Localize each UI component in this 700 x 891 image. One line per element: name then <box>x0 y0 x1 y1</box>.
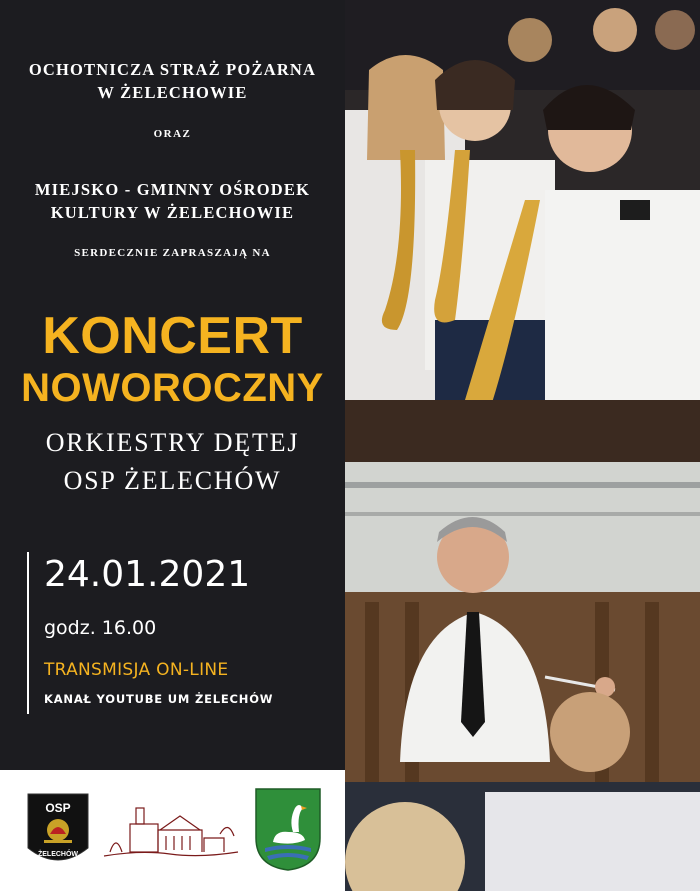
swan-coat-of-arms-icon <box>253 786 323 872</box>
conjunction: ORAZ <box>153 128 192 140</box>
channel-label: KANAŁ YOUTUBE UM ŻELECHÓW <box>44 692 274 706</box>
performer-line-2: OSP ŻELECHÓW <box>63 466 282 495</box>
performer-line-1: ORKIESTRY DĘTEJ <box>45 428 300 457</box>
organizer-1-line-2: W ŻELECHOWIE <box>97 83 248 102</box>
osp-logo-bottom-text: ŻELECHÓW <box>37 851 79 858</box>
invitation: SERDECZNIE ZAPRASZAJĄ NA <box>74 247 271 259</box>
cultural-center-sketch-icon <box>100 794 242 870</box>
organizer-2 <box>0 178 345 224</box>
osp-logo-icon <box>22 790 94 870</box>
organizer-1-line-1: OCHOTNICZA STRAŻ POŻARNA <box>28 60 317 79</box>
organizer-1 <box>0 58 345 104</box>
organizer-2-line-1: MIEJSKO - GMINNY OŚRODEK <box>34 180 311 199</box>
stream-label: TRANSMISJA ON-LINE <box>44 660 229 680</box>
conductor-photo <box>345 462 700 891</box>
osp-logo-top-text: OSP <box>45 801 71 815</box>
logo-strip <box>0 770 345 891</box>
text-panel <box>0 0 345 770</box>
event-date: 24.01.2021 <box>44 554 251 595</box>
event-title-2: NOWOROCZNY <box>21 366 324 410</box>
divider-line <box>27 552 29 714</box>
event-time: godz. 16.00 <box>44 617 157 639</box>
event-title-1: KONCERT <box>42 307 303 365</box>
orchestra-photo <box>345 0 700 462</box>
organizer-2-line-2: KULTURY W ŻELECHOWIE <box>50 203 295 222</box>
